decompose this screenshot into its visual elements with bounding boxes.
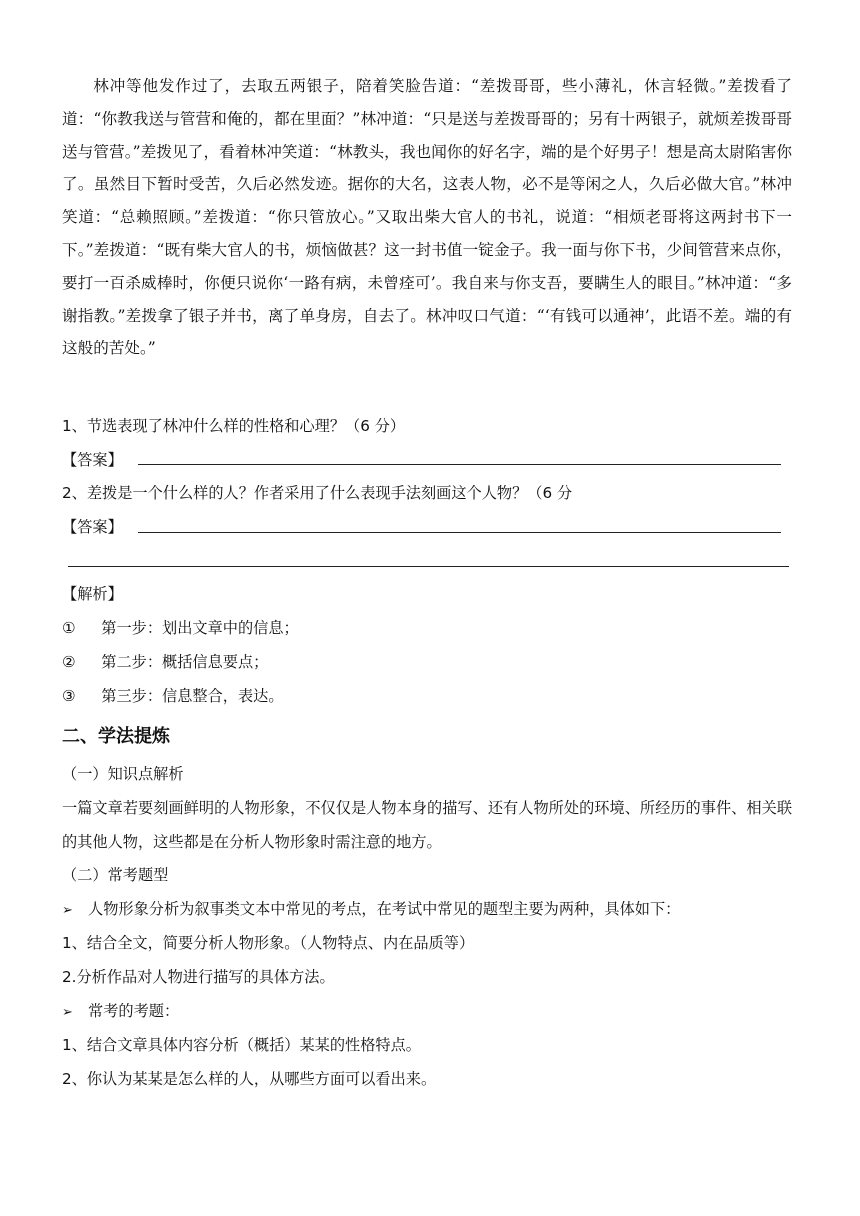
answer-label-1: 【答案】	[62, 451, 123, 469]
answer-label-2: 【答案】	[62, 518, 123, 536]
knowledge-paragraph: 一篇文章若要刻画鲜明的人物形象，不仅仅是人物本身的描写、还有人物所处的环境、所经历的事件、相关联的其他人物，这些都是在分析人物形象时需注意的地方。	[62, 799, 792, 851]
step-text: 第一步：划出文章中的信息；	[101, 619, 299, 637]
answer-line-2[interactable]	[138, 532, 781, 533]
arrow-bullet-icon: ➢	[62, 1005, 73, 1020]
analysis-step-2	[62, 651, 268, 672]
step-text: 第二步：概括信息要点；	[101, 653, 269, 671]
type-item-2: 2.分析作品对人物进行描写的具体方法。	[62, 968, 335, 986]
step-number: ②	[62, 653, 76, 671]
bullet-point-1: ➢ 人物形象分析为叙事类文本中常见的考点，在考试中常见的题型主要为两种，具体如下：	[62, 900, 681, 918]
step-text: 第三步：信息整合，表达。	[101, 687, 284, 705]
common-question-1: 1、结合文章具体内容分析（概括）某某的性格特点。	[62, 1036, 421, 1054]
passage-text: 林冲等他发作过了，去取五两银子，陪着笑脸告道：“差拨哥哥，些小薄礼，休言轻微。”差拨看了道：“你教我送与管营和俺的，都在里面？”林冲道：“只是送与差拨哥哥的；另有十两银子，就烦差拨哥哥送与管营。”差拨见了，看着林冲笑道：“林教头，我也闻你的好名字，端的是个好男子！想是高太尉陷害你了。虽然目下暂时受苦，久后必然发迹。据你的大名，这表人物，必不是等闲之人，久后必做大官。”林冲笑道：“总赖照顾。”差拨道：“你只管放心。”又取出柴大官人的书礼，说道：“相烦老哥将这两封书下一下。”差拨道：“既有柴大官人的书，烦恼做甚？这一封书值一锭金子。我一面与你下书，少间管营来点你，要打一百杀威棒时，你便只说你‘一路有病，未曾痊可’。我自来与你支吾，要瞒生人的眼目。”林冲道：“多谢指教。”差拨拿了银子并书，离了单身房，自去了。林冲叹口气道：“‘有钱可以通神’，此语不差。端的有这般的苦处。”	[62, 77, 792, 358]
section-heading: 二、学法提炼	[62, 726, 170, 747]
type-item-1: 1、结合全文，简要分析人物形象。（人物特点、内在品质等）	[62, 934, 475, 952]
bullet-point-2: ➢ 常考的考题：	[62, 1002, 180, 1020]
answer-line-1[interactable]	[138, 464, 781, 465]
analysis-step-3	[62, 685, 284, 706]
analysis-label: 【解析】	[62, 585, 123, 603]
common-question-2: 2、你认为某某是怎么样的人，从哪些方面可以看出来。	[62, 1070, 437, 1088]
step-number: ①	[62, 619, 76, 637]
answer-line-3[interactable]	[68, 566, 789, 567]
subsection-question-types: （二）常考题型	[62, 866, 169, 884]
question-1: 1、节选表现了林冲什么样的性格和心理？（6 分）	[62, 417, 406, 435]
analysis-step-1	[62, 617, 299, 638]
subsection-knowledge: （一）知识点解析	[62, 765, 184, 783]
question-2: 2、差拨是一个什么样的人？作者采用了什么表现手法刻画这个人物？（6 分	[62, 484, 573, 502]
passage	[62, 70, 792, 365]
arrow-bullet-icon: ➢	[62, 903, 73, 918]
step-number: ③	[62, 687, 76, 705]
